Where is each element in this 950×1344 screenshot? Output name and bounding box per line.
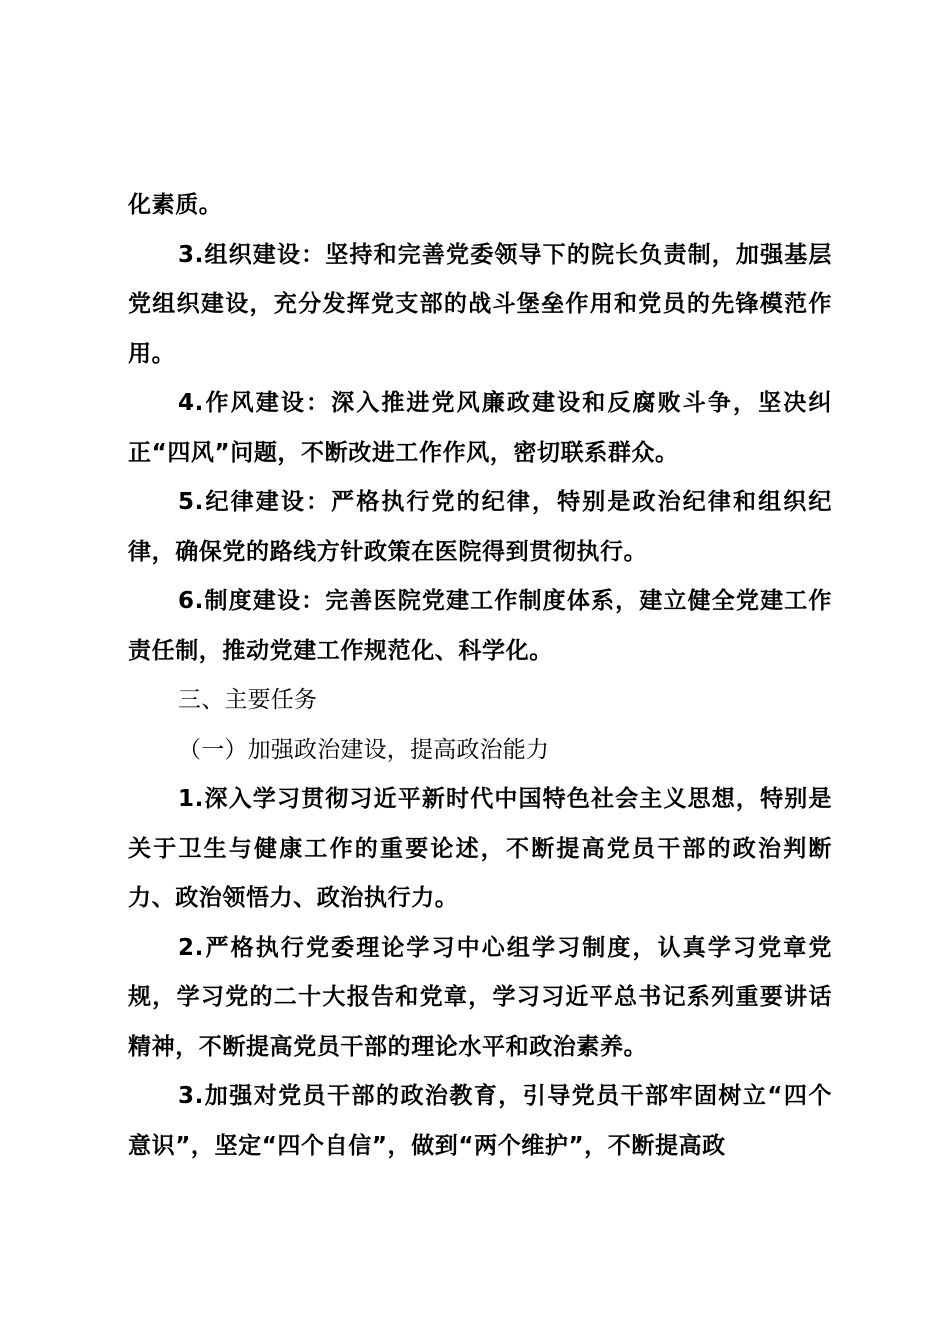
paragraph-continuation: 化素质。 [128,192,223,218]
document-body [128,181,832,1171]
paragraph-task-3: 3.加强对党员干部的政治教育，引导党员干部牢固树立“四个意识”，坚定“四个自信”，做到“两个维护”，不断提高政 [128,1083,832,1159]
paragraph-organization-building: 3.组织建设：坚持和完善党委领导下的院长负责制，加强基层党组织建设，充分发挥党支部的战斗堡垒作用和党员的先锋模范作用。 [128,241,832,367]
paragraph-task-2: 2.严格执行党委理论学习中心组学习制度，认真学习党章党规，学习党的二十大报告和党章，学习习近平总书记系列重要讲话精神，不断提高党员干部的理论水平和政治素养。 [128,934,832,1060]
paragraph-task-1: 1.深入学习贯彻习近平新时代中国特色社会主义思想，特别是关于卫生与健康工作的重要论述，不断提高党员干部的政治判断力、政治领悟力、政治执行力。 [128,786,832,911]
section-heading-main-tasks: 三、主要任务 [178,687,318,713]
subsection-heading-political-building: （一）加强政治建设，提高政治能力 [178,736,550,763]
paragraph-work-style-building: 4.作风建设：深入推进党风廉政建设和反腐败斗争，坚决纠正“四风”问题，不断改进工作作风，密切联系群众。 [128,390,832,466]
paragraph-institution-building: 6.制度建设：完善医院党建工作制度体系，建立健全党建工作责任制，推动党建工作规范化、科学化。 [128,588,832,664]
paragraph-discipline-building: 5.纪律建设：严格执行党的纪律，特别是政治纪律和组织纪律，确保党的路线方针政策在医院得到贯彻执行。 [128,489,832,565]
